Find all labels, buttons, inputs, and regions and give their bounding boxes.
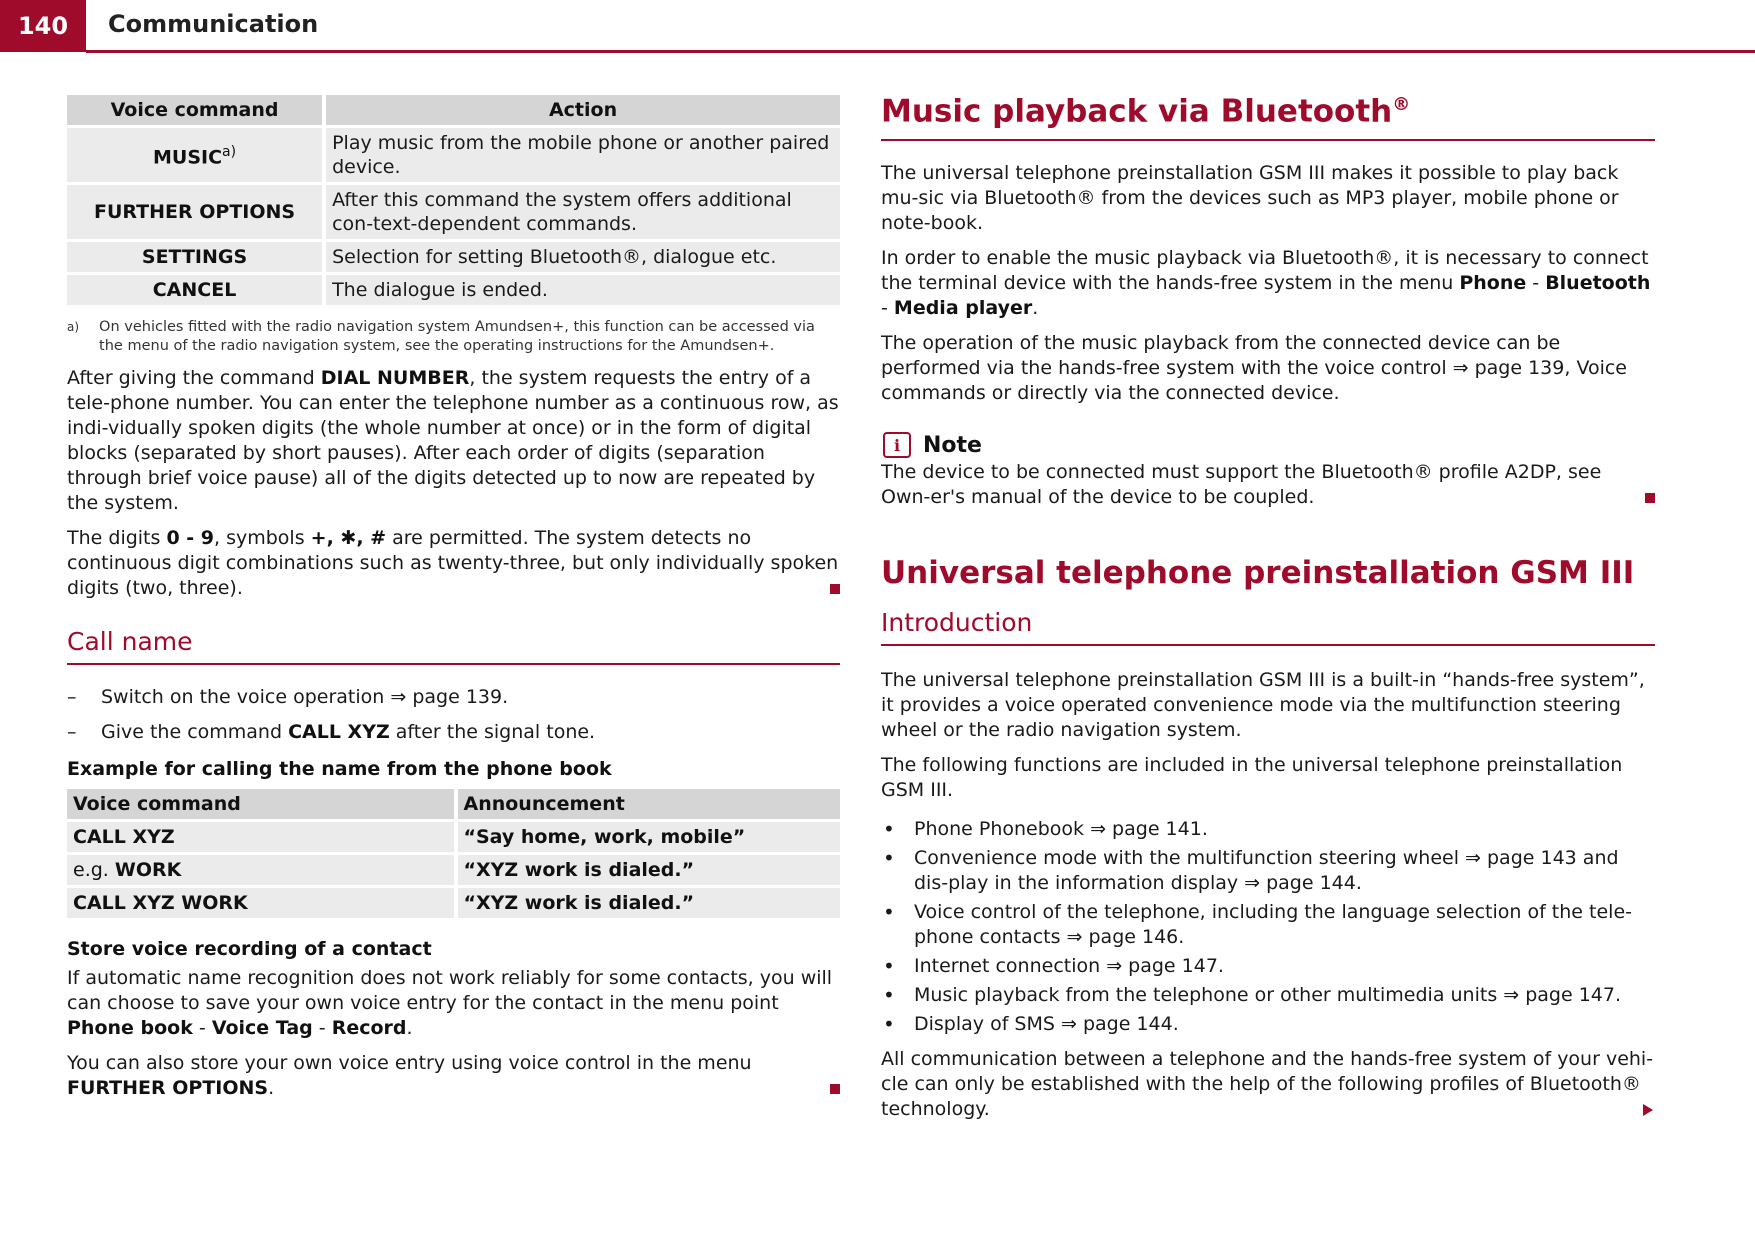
list-item: • Phone Phonebook ⇒ page 141. — [881, 817, 1655, 842]
section-end-marker — [1645, 493, 1655, 503]
example-title: Example for calling the name from the phone book — [67, 758, 612, 780]
info-icon: i — [883, 432, 911, 458]
functions-list — [881, 817, 1655, 1037]
announcement-cell: “XYZ work is dialed.” — [458, 888, 841, 918]
column-header: Action — [326, 95, 840, 125]
command-cell: MUSIC$^{a)}$ — [67, 128, 322, 182]
command-cell: CANCEL — [67, 275, 322, 305]
table-row — [67, 242, 840, 272]
store-voice-title: Store voice recording of a contact — [67, 938, 432, 960]
table-row — [67, 275, 840, 305]
dial-number-paragraph: After giving the command DIAL NUMBER, the system requests the entry of a tele-phone number. You can enter the telephone number as a continuous row, as indi-vidually spoken digits (the whole number at once) or in the form of digital blocks (separated by short pauses). After each order of digits (separation through brief voice pause) all of the digits detected up to now are repeated by the system. — [67, 367, 839, 514]
list-item: • Internet connection ⇒ page 147. — [881, 954, 1655, 979]
command-cell: CALL XYZ — [67, 822, 454, 852]
store-voice-paragraph: If automatic name recognition does not work reliably for some contacts, you will can choose to save your own voice entry for the contact in the menu point Phone book - Voice Tag - Record. — [67, 967, 833, 1039]
music-paragraph-1: The universal telephone preinstallation GSM III makes it possible to play back mu-sic via Bluetooth® from the devices such as MP3 player, mobile phone or note-book. — [881, 162, 1619, 235]
introduction-heading: Introduction — [881, 608, 1655, 646]
command-cell: e.g. WORK — [67, 855, 454, 885]
list-item: • Voice control of the telephone, including the language selection of the tele-phone contacts ⇒ page 146. — [881, 900, 1655, 950]
store-voice-paragraph-2: You can also store your own voice entry using voice control in the menu FURTHER OPTIONS. — [67, 1051, 840, 1101]
action-cell: Play music from the mobile phone or another paired device. — [326, 128, 840, 182]
section-end-marker — [830, 584, 840, 594]
column-header: Voice command — [67, 789, 454, 819]
music-playback-heading: Music playback via Bluetooth® — [881, 86, 1655, 141]
table-footnote — [67, 318, 840, 356]
list-item: • Display of SMS ⇒ page 144. — [881, 1012, 1655, 1037]
gsm-paragraph-1: The universal telephone preinstallation GSM III is a built-in “hands-free system”, it provides a voice operated convenience mode via the multifunction steering wheel or the radio navigation system. — [881, 669, 1645, 742]
digits-paragraph: The digits 0 - 9, symbols +, ✱, # are permitted. The system detects no continuous digit combinations such as twenty-three, but only individually spoken digits (two, three). — [67, 527, 839, 599]
table-row — [67, 888, 840, 918]
table-header-row — [67, 789, 840, 819]
list-item: – Give the command CALL XYZ after the signal tone. — [67, 720, 840, 745]
list-item: • Convenience mode with the multifunction steering wheel ⇒ page 143 and dis-play in the information display ⇒ page 144. — [881, 846, 1655, 896]
call-example-table — [67, 786, 840, 921]
right-column — [881, 86, 1655, 1132]
table-row — [67, 855, 840, 885]
list-item: – Switch on the voice operation ⇒ page 139. — [67, 685, 840, 710]
table-row — [67, 128, 840, 182]
command-cell: SETTINGS — [67, 242, 322, 272]
page-number: 140 — [0, 0, 86, 52]
action-cell: After this command the system offers additional con-text-dependent commands. — [326, 185, 840, 239]
header-rule — [86, 50, 1755, 53]
continue-arrow-icon — [1643, 1104, 1653, 1116]
footnote-label: a) — [67, 320, 80, 334]
command-cell: CALL XYZ WORK — [67, 888, 454, 918]
list-item: • Music playback from the telephone or other multimedia units ⇒ page 147. — [881, 983, 1655, 1008]
column-header: Voice command — [67, 95, 322, 125]
gsm-paragraph-2: The following functions are included in the universal telephone preinstallation GSM III. — [881, 754, 1623, 802]
chapter-title: Communication — [108, 10, 319, 38]
gsm-heading: Universal telephone preinstallation GSM III — [881, 555, 1635, 592]
note-title: Note — [923, 432, 982, 458]
table-header-row — [67, 95, 840, 125]
announcement-cell: “XYZ work is dialed.” — [458, 855, 841, 885]
column-header: Announcement — [458, 789, 841, 819]
announcement-cell: “Say home, work, mobile” — [458, 822, 841, 852]
footnote-text: On vehicles fitted with the radio navigation system Amundsen+, this function can be accessed via the menu of the radio navigation system, see the operating instructions for the Amundsen+. — [99, 319, 815, 354]
voice-commands-table — [67, 92, 840, 308]
music-paragraph-3: The operation of the music playback from the connected device can be performed via the hands-free system with the voice control ⇒ page 139, Voice commands or directly via the connected device. — [881, 332, 1628, 405]
action-cell: Selection for setting Bluetooth®, dialogue etc. — [326, 242, 840, 272]
gsm-paragraph-3: All communication between a telephone and the hands-free system of your vehi-cle can only be established with the help of the following profiles of Bluetooth® technology. — [881, 1048, 1654, 1121]
note-header — [881, 432, 1655, 458]
action-cell: The dialogue is ended. — [326, 275, 840, 305]
section-end-marker — [830, 1084, 840, 1094]
left-column — [67, 92, 840, 1111]
call-name-heading: Call name — [67, 627, 840, 665]
table-row — [67, 185, 840, 239]
note-text: The device to be connected must support the Bluetooth® profile A2DP, see Own-er's manual of the device to be coupled. — [881, 460, 1655, 510]
command-cell: FURTHER OPTIONS — [67, 185, 322, 239]
table-row — [67, 822, 840, 852]
music-paragraph-2: In order to enable the music playback via Bluetooth®, it is necessary to connect the terminal device with the hands-free system in the menu Phone - Bluetooth - Media player. — [881, 247, 1651, 320]
call-name-steps — [67, 685, 840, 745]
